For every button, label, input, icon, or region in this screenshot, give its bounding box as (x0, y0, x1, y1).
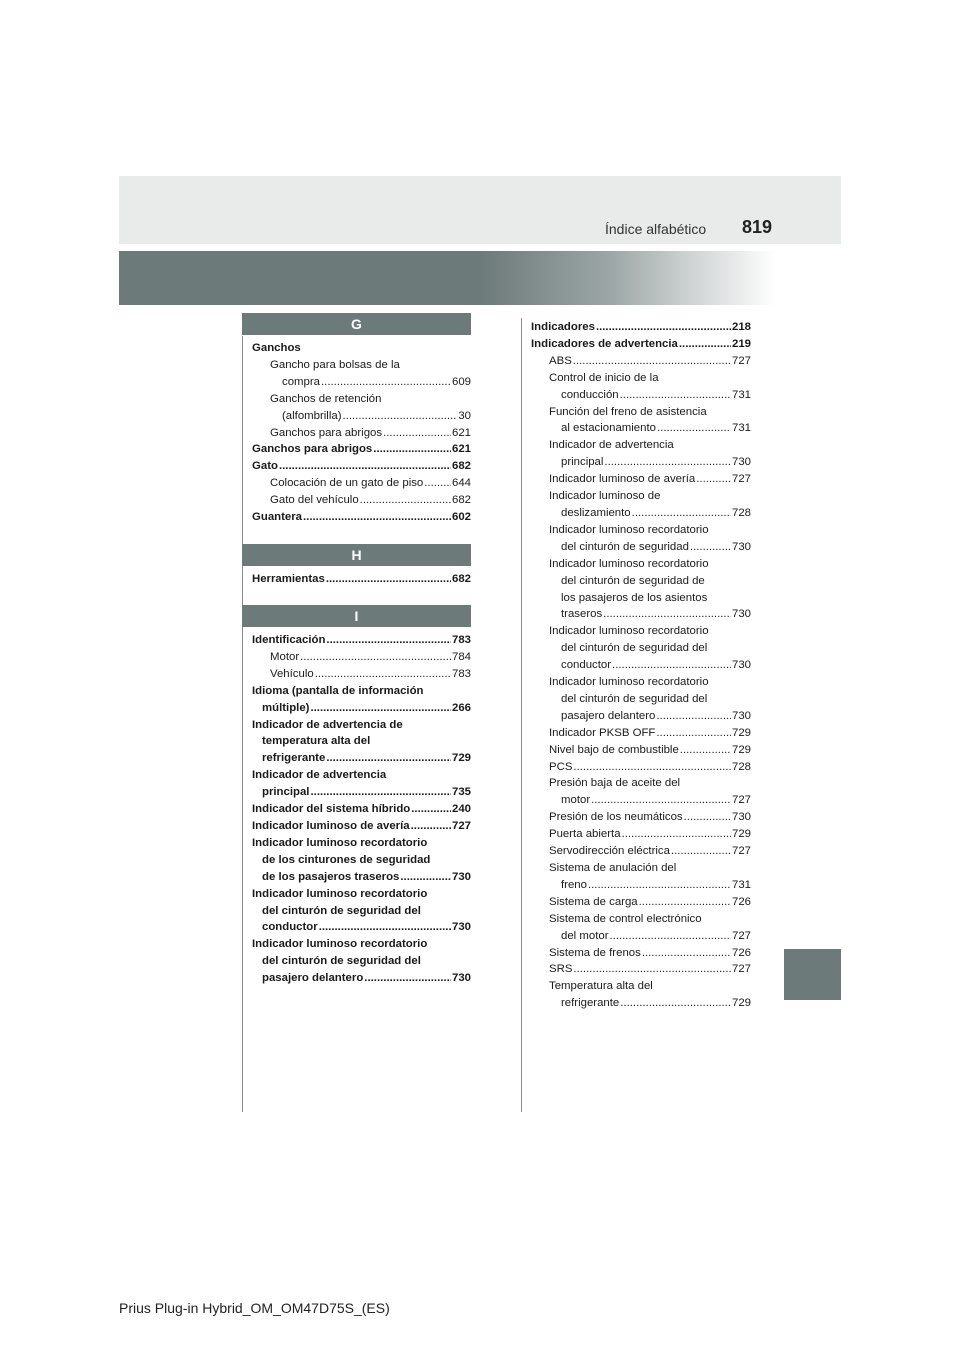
index-entry-page: 729 (731, 828, 751, 841)
index-entry-text: Indicador luminoso recordatorio (252, 836, 428, 849)
index-entry-page: 730 (731, 709, 751, 722)
index-entry (252, 733, 471, 750)
index-entry-text: Indicador luminoso recordatorio (549, 523, 709, 536)
index-entry-text: Indicador luminoso recordatorio (549, 625, 709, 638)
dot-leader (596, 319, 731, 336)
index-entry-text: Colocación de un gato de piso (270, 477, 424, 490)
index-entry (531, 978, 751, 995)
index-entry-page: 783 (451, 634, 471, 646)
index-entry-text: Indicador luminoso de avería (549, 473, 696, 486)
index-entry-page: 682 (451, 494, 471, 507)
dot-leader (642, 945, 731, 962)
dot-leader (310, 700, 451, 717)
index-entry (531, 336, 751, 353)
index-entry (531, 488, 751, 505)
index-entry (252, 717, 471, 734)
index-entry-text: Indicador luminoso recordatorio (252, 938, 428, 951)
index-entry-text: Indicador luminoso recordatorio (549, 676, 709, 689)
index-entry-text: Indicador PKSB OFF (549, 726, 656, 739)
index-entry-text: Indicador de advertencia de (252, 718, 403, 731)
index-entry-page: 730 (451, 921, 471, 934)
index-entry-page: 726 (731, 895, 751, 908)
index-entry-text: Ganchos de retención (270, 392, 382, 405)
index-entry-page: 218 (731, 321, 751, 333)
index-entry-page: 30 (458, 409, 471, 422)
index-entry-page: 730 (731, 608, 751, 621)
index-entry (252, 936, 471, 953)
dot-leader (383, 425, 451, 442)
index-entry (531, 420, 751, 437)
index-entry-page: 727 (731, 794, 751, 807)
dot-leader (684, 809, 731, 826)
index-entry-page: 728 (731, 506, 751, 519)
index-entry (531, 522, 751, 539)
dot-leader (622, 826, 731, 843)
dot-leader (620, 995, 731, 1012)
index-entry-text: Herramientas (252, 573, 325, 585)
page-number: 819 (742, 217, 773, 237)
dot-leader (573, 759, 731, 776)
index-entry-text: de los pasajeros traseros (262, 870, 400, 883)
index-entry (531, 945, 751, 962)
index-entry-text: del cinturón de seguridad del (262, 955, 421, 968)
dot-leader (303, 509, 451, 526)
index-entry (252, 408, 471, 425)
dot-leader (591, 792, 731, 809)
index-entry-text: Indicador luminoso recordatorio (549, 557, 709, 570)
index-entry-text: motor (561, 794, 591, 807)
index-entry (531, 708, 751, 725)
dot-leader (310, 784, 451, 801)
index-entry-text: Indicador luminoso recordatorio (252, 887, 428, 900)
index-entry-text: Ganchos para abrigos (270, 426, 383, 439)
index-entry (252, 683, 471, 700)
index-entry-text: múltiple) (262, 701, 310, 714)
index-entry-page: 730 (731, 659, 751, 672)
index-entry-text: principal (262, 786, 310, 799)
index-entry-page: 240 (451, 803, 471, 816)
index-entry (252, 835, 471, 852)
index-entry-text: Nivel bajo de combustible (549, 743, 679, 756)
dot-leader (612, 657, 731, 674)
index-entry-text: del cinturón de seguridad del (561, 692, 708, 705)
index-entry-text: Indicador de advertencia (549, 439, 674, 452)
index-entry-text: del cinturón de seguridad (561, 540, 689, 553)
thumb-index-tab (784, 949, 841, 1000)
header-band (119, 251, 841, 305)
index-entry (531, 894, 751, 911)
dot-leader (300, 649, 451, 666)
dot-leader (326, 632, 451, 649)
index-entry (531, 539, 751, 556)
index-entry (531, 826, 751, 843)
index-entry (531, 404, 751, 421)
index-group-h (252, 571, 471, 588)
dot-leader (656, 708, 731, 725)
index-entry (252, 801, 471, 818)
index-entry-text: pasajero delantero (262, 972, 364, 985)
index-entry-text: refrigerante (262, 752, 326, 765)
index-entry-page: 609 (451, 375, 471, 388)
index-entry-text: (alfombrilla) (282, 409, 342, 422)
dot-leader (279, 458, 451, 475)
index-entry (252, 953, 471, 970)
index-entry-text: de los cinturones de seguridad (262, 853, 431, 866)
index-entry-page: 682 (451, 573, 471, 585)
index-entry-text: principal (561, 456, 604, 469)
index-entry-text: Motor (270, 650, 300, 663)
index-entry (531, 792, 751, 809)
index-entry-page: 727 (731, 963, 751, 976)
index-entry-text: Sistema de control electrónico (549, 912, 702, 925)
dot-leader (326, 571, 451, 588)
index-entry-text: Presión de los neumáticos (549, 811, 683, 824)
index-entry-text: Puerta abierta (549, 828, 621, 841)
dot-leader (639, 894, 731, 911)
index-entry (531, 623, 751, 640)
index-entry-text: del motor (561, 929, 609, 942)
index-group-i-continued (531, 319, 751, 1012)
index-entry-page: 730 (451, 972, 471, 985)
dot-leader (321, 374, 451, 391)
dot-leader (573, 961, 731, 978)
index-entry-text: Presión baja de aceite del (549, 777, 681, 790)
index-entry-text: Ganchos (252, 342, 301, 354)
index-entry-text: Indicadores (531, 321, 595, 333)
index-entry (252, 852, 471, 869)
dot-leader (360, 492, 451, 509)
index-entry-text: temperatura alta del (262, 735, 371, 748)
index-entry-page: 602 (451, 511, 471, 524)
index-entry-text: PCS (549, 760, 573, 773)
index-entry-text: Sistema de carga (549, 895, 638, 908)
index-entry (531, 691, 751, 708)
dot-leader (609, 928, 731, 945)
index-entry (531, 742, 751, 759)
index-entry (252, 886, 471, 903)
index-entry-text: Indicador del sistema híbrido (252, 803, 411, 816)
dot-leader (680, 742, 731, 759)
header-bar (119, 176, 841, 244)
section-title: Índice alfabético (605, 221, 707, 237)
index-entry-text: Indicador de advertencia (252, 769, 387, 782)
index-entry-page: 644 (451, 477, 471, 490)
index-entry (252, 869, 471, 886)
index-group-i (252, 632, 471, 987)
dot-leader (400, 869, 451, 886)
dot-leader (657, 420, 731, 437)
index-entry-page: 783 (451, 667, 471, 680)
index-entry-page: 731 (731, 878, 751, 891)
index-entry (252, 750, 471, 767)
index-entry (531, 556, 751, 573)
index-entry (531, 809, 751, 826)
dot-leader (373, 441, 451, 458)
index-group-g (252, 340, 471, 526)
index-entry (252, 374, 471, 391)
index-entry (531, 961, 751, 978)
index-entry (252, 340, 471, 357)
index-entry (531, 606, 751, 623)
index-entry (531, 860, 751, 877)
index-entry-page: 729 (731, 997, 751, 1010)
index-entry-page: 727 (731, 473, 751, 486)
index-entry-page: 735 (451, 786, 471, 799)
letter-heading-h: H (242, 544, 471, 566)
index-entry (531, 911, 751, 928)
index-entry-text: del cinturón de seguridad del (262, 904, 421, 917)
index-entry-text: conductor (561, 659, 612, 672)
index-entry (531, 775, 751, 792)
index-entry (531, 319, 751, 336)
dot-leader (656, 725, 731, 742)
index-entry-text: Vehículo (270, 667, 314, 680)
index-entry-page: 621 (451, 426, 471, 439)
index-entry-page: 731 (731, 388, 751, 401)
index-entry (252, 441, 471, 458)
dot-leader (315, 666, 451, 683)
index-entry (252, 919, 471, 936)
index-entry-text: refrigerante (561, 997, 620, 1010)
index-entry (531, 725, 751, 742)
dot-leader (411, 801, 451, 818)
index-entry (252, 970, 471, 987)
index-entry-text: conductor (262, 921, 318, 934)
index-entry-text: Gato (252, 460, 278, 473)
dot-leader (603, 606, 731, 623)
index-entry (252, 475, 471, 492)
index-entry-page: 727 (731, 354, 751, 367)
dot-leader (319, 919, 451, 936)
index-entry (531, 657, 751, 674)
index-entry (531, 759, 751, 776)
index-entry-page: 730 (731, 811, 751, 824)
index-entry (252, 632, 471, 649)
index-entry-text: traseros (561, 608, 603, 621)
index-entry-text: Función del freno de asistencia (549, 405, 707, 418)
index-entry (531, 640, 751, 657)
index-entry-text: Sistema de anulación del (549, 862, 677, 874)
index-entry-text: los pasajeros de los asientos (561, 591, 708, 604)
index-entry (252, 492, 471, 509)
dot-leader (411, 818, 451, 835)
index-entry (531, 995, 751, 1012)
index-entry (531, 387, 751, 404)
index-entry (531, 454, 751, 471)
index-entry-text: pasajero delantero (561, 709, 656, 722)
dot-leader (690, 539, 731, 556)
index-entry (252, 649, 471, 666)
index-entry-text: del cinturón de seguridad de (561, 574, 705, 587)
index-entry (531, 353, 751, 370)
index-entry-text: freno (561, 878, 587, 891)
dot-leader (620, 387, 731, 404)
letter-heading-g: G (242, 313, 471, 335)
document-footer: Prius Plug-in Hybrid_OM_OM47D75S_(ES) (119, 1300, 390, 1316)
right-column-rule (521, 318, 522, 1112)
index-entry-page: 727 (451, 819, 471, 832)
index-entry-text: Ganchos para abrigos (252, 443, 373, 456)
index-entry (252, 571, 471, 588)
index-entry-text: Control de inicio de la (549, 371, 659, 384)
index-entry-page: 729 (731, 726, 751, 739)
index-entry-page: 784 (451, 650, 471, 663)
index-entry-text: Sistema de frenos (549, 946, 641, 959)
index-entry-page: 621 (451, 443, 471, 456)
index-entry (252, 767, 471, 784)
index-entry-page: 726 (731, 946, 751, 959)
index-entry (531, 370, 751, 387)
index-entry (531, 505, 751, 522)
index-entry-text: ABS (549, 354, 572, 367)
index-entry-page: 727 (731, 929, 751, 942)
index-entry (531, 877, 751, 894)
index-entry (252, 425, 471, 442)
dot-leader (326, 750, 451, 767)
index-entry (252, 700, 471, 717)
index-entry (252, 391, 471, 408)
dot-leader (424, 475, 451, 492)
index-entry-page: 731 (731, 422, 751, 435)
index-entry-page: 266 (451, 701, 471, 714)
index-entry-page: 729 (731, 743, 751, 756)
index-entry (531, 843, 751, 860)
index-entry-page: 219 (731, 337, 751, 350)
dot-leader (343, 408, 458, 425)
dot-leader (573, 353, 731, 370)
dot-leader (671, 843, 731, 860)
index-entry (531, 573, 751, 590)
index-entry (531, 928, 751, 945)
index-entry-text: Indicador luminoso de avería (252, 819, 410, 832)
index-entry-text: conducción (561, 388, 619, 401)
index-entry-page: 729 (451, 752, 471, 765)
index-entry (252, 784, 471, 801)
index-entry-text: Temperatura alta del (549, 980, 653, 993)
index-entry-text: al estacionamiento (561, 422, 656, 435)
index-entry (252, 818, 471, 835)
index-entry-text: Guantera (252, 511, 303, 524)
index-entry-text: Indicadores de advertencia (531, 337, 678, 350)
index-entry-text: Gancho para bolsas de la (270, 358, 400, 371)
index-entry-text: del cinturón de seguridad del (561, 642, 708, 655)
dot-leader (588, 877, 731, 894)
index-entry-text: Indicador luminoso de (549, 490, 661, 503)
index-entry-text: Gato del vehículo (270, 494, 359, 507)
dot-leader (632, 505, 731, 522)
index-entry (252, 458, 471, 475)
index-entry-text: Servodirección eléctrica (549, 845, 670, 858)
index-entry (531, 674, 751, 691)
index-entry-text: SRS (549, 963, 573, 976)
dot-leader (364, 970, 451, 987)
index-entry (252, 509, 471, 526)
index-entry (252, 903, 471, 920)
index-entry (252, 666, 471, 683)
letter-heading-i: I (242, 605, 471, 627)
dot-leader (604, 454, 731, 471)
index-entry-text: deslizamiento (561, 506, 631, 519)
index-entry-text: Identificación (252, 634, 326, 646)
index-entry-page: 730 (451, 870, 471, 883)
index-entry (531, 437, 751, 454)
index-entry-page: 728 (731, 760, 751, 773)
dot-leader (696, 471, 731, 488)
index-entry-page: 730 (731, 540, 751, 553)
index-entry-page: 682 (451, 460, 471, 473)
dot-leader (679, 336, 731, 353)
index-entry (531, 471, 751, 488)
index-entry-text: Idioma (pantalla de información (252, 684, 424, 697)
index-entry-page: 730 (731, 456, 751, 469)
left-column-rule (242, 336, 243, 1112)
index-entry-page: 727 (731, 845, 751, 858)
index-entry (531, 590, 751, 607)
index-entry (252, 357, 471, 374)
index-entry-text: compra (282, 375, 320, 388)
